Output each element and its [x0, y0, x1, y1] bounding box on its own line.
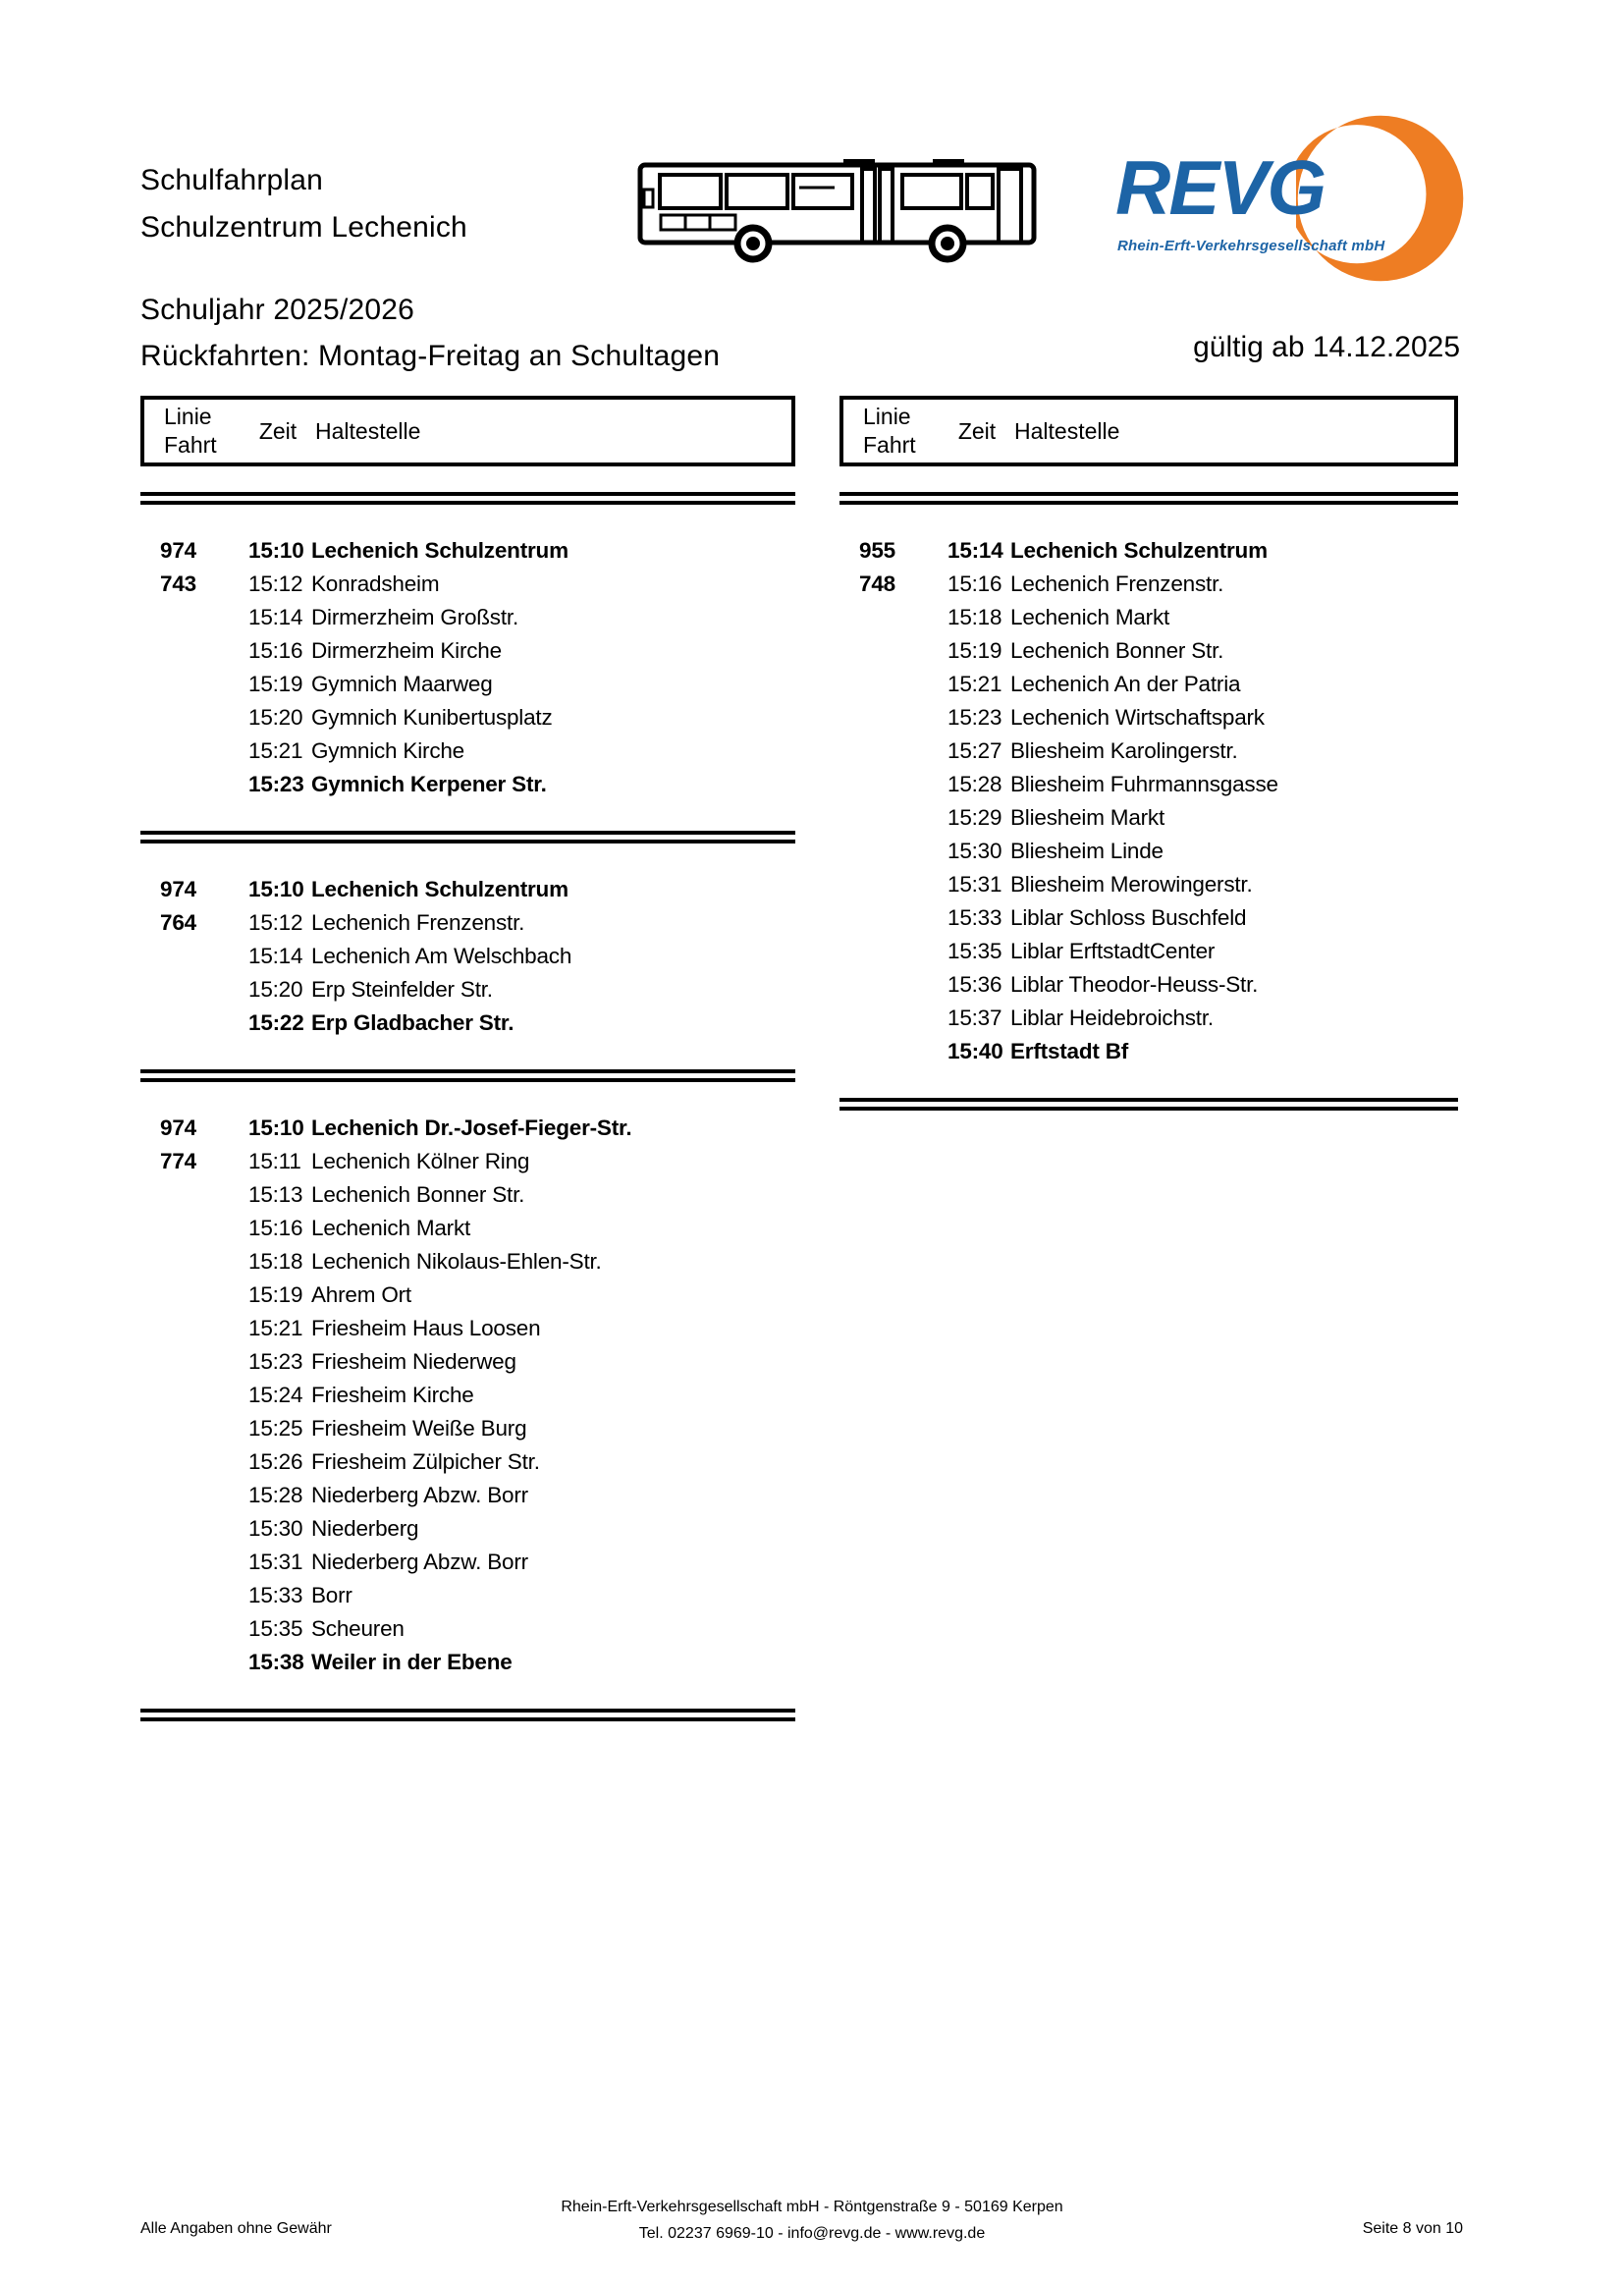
line-number	[160, 1212, 237, 1245]
timetable-row	[140, 1212, 795, 1245]
line-number	[160, 1379, 237, 1412]
line-number	[859, 901, 936, 935]
stop-name: Liblar ErftstadtCenter	[1010, 939, 1216, 963]
departure-time: 15:30	[947, 839, 1002, 863]
trip-block	[140, 873, 795, 1040]
timetable-row	[140, 1479, 795, 1512]
line-number	[160, 1312, 237, 1345]
line-number	[859, 734, 936, 768]
departure-time: 15:14	[248, 605, 303, 629]
revg-logo-tagline: Rhein-Erft-Verkehrsgesellschaft mbH	[1117, 238, 1385, 254]
timetable-row	[140, 1245, 795, 1279]
line-number	[160, 1612, 237, 1646]
document-subtitle	[140, 287, 720, 379]
column-header-box	[839, 396, 1458, 466]
departure-time: 15:16	[248, 1216, 303, 1240]
stop-name: Bliesheim Fuhrmannsgasse	[1010, 772, 1278, 796]
stop-name: Friesheim Kirche	[311, 1383, 474, 1407]
stop-name: Lechenich Markt	[1010, 605, 1170, 629]
departure-time: 15:21	[947, 672, 1002, 696]
timetable-row	[839, 835, 1458, 868]
timetable-row	[839, 768, 1458, 801]
line-number	[160, 1445, 237, 1479]
timetable-row	[839, 868, 1458, 901]
timetable-row	[140, 1178, 795, 1212]
separator-rule	[839, 492, 1458, 505]
timetable-row	[140, 634, 795, 668]
departure-time: 15:14	[947, 538, 1003, 563]
header-fahrt-label: Fahrt	[164, 432, 217, 458]
line-number	[859, 634, 936, 668]
line-number	[859, 935, 936, 968]
timetable-row	[839, 801, 1458, 835]
stop-name: Borr	[311, 1583, 352, 1607]
line-number	[160, 601, 237, 634]
stop-name: Dirmerzheim Kirche	[311, 638, 502, 663]
departure-time: 15:18	[248, 1249, 303, 1274]
header-linie-label: Linie	[164, 404, 212, 429]
trip-block	[140, 534, 795, 801]
separator-rule	[140, 831, 795, 843]
departure-time: 15:28	[947, 772, 1002, 796]
departure-time: 15:25	[248, 1416, 303, 1441]
stop-name: Liblar Theodor-Heuss-Str.	[1010, 972, 1259, 997]
stop-name: Lechenich Frenzenstr.	[311, 910, 525, 935]
stop-name: Lechenich Am Welschbach	[311, 944, 572, 968]
timetable-row	[140, 1006, 795, 1040]
stop-name: Friesheim Zülpicher Str.	[311, 1449, 540, 1474]
revg-logo-text: REVG	[1115, 144, 1326, 231]
stop-name: Ahrem Ort	[311, 1282, 411, 1307]
line-number	[160, 1279, 237, 1312]
title-line-2: Schulzentrum Lechenich	[140, 211, 467, 244]
stop-name: Friesheim Niederweg	[311, 1349, 516, 1374]
stop-name: Friesheim Haus Loosen	[311, 1316, 541, 1340]
line-number	[859, 1002, 936, 1035]
timetable-row	[140, 1112, 795, 1145]
line-number	[859, 968, 936, 1002]
timetable-row	[839, 534, 1458, 568]
stop-name: Lechenich Schulzentrum	[311, 877, 568, 901]
stop-name: Lechenich Kölner Ring	[311, 1149, 530, 1173]
stop-name: Bliesheim Linde	[1010, 839, 1164, 863]
departure-time: 15:10	[248, 1115, 304, 1140]
separator-rule	[839, 1098, 1458, 1111]
timetable-row	[839, 968, 1458, 1002]
timetable-row	[839, 1002, 1458, 1035]
line-number	[160, 634, 237, 668]
direction-line: Rückfahrten: Montag-Freitag an Schultagen	[140, 340, 721, 372]
departure-time: 15:35	[248, 1616, 303, 1641]
stop-name: Erp Steinfelder Str.	[311, 977, 493, 1002]
line-number	[160, 1412, 237, 1445]
line-number	[160, 1178, 237, 1212]
departure-time: 15:21	[248, 738, 303, 763]
stop-name: Niederberg Abzw. Borr	[311, 1483, 528, 1507]
line-number	[160, 1512, 237, 1546]
departure-time: 15:38	[248, 1650, 304, 1674]
stop-name: Gymnich Kunibertusplatz	[311, 705, 553, 730]
document-title	[140, 157, 467, 251]
line-number	[160, 1546, 237, 1579]
stop-name: Lechenich Wirtschaftspark	[1010, 705, 1265, 730]
right-column-body	[839, 492, 1458, 1111]
timetable-row	[140, 568, 795, 601]
line-number	[160, 701, 237, 734]
stop-name: Lechenich An der Patria	[1010, 672, 1241, 696]
departure-time: 15:20	[248, 977, 303, 1002]
departure-time: 15:12	[248, 571, 303, 596]
departure-time: 15:40	[947, 1039, 1003, 1063]
departure-time: 15:33	[248, 1583, 303, 1607]
line-number: 748	[859, 571, 895, 596]
departure-time: 15:31	[248, 1550, 303, 1574]
line-number	[160, 1006, 237, 1040]
departure-time: 15:14	[248, 944, 303, 968]
departure-time: 15:11	[248, 1149, 301, 1173]
timetable-row	[839, 734, 1458, 768]
departure-time: 15:19	[248, 672, 303, 696]
line-number	[859, 1035, 936, 1068]
stop-name: Bliesheim Karolingerstr.	[1010, 738, 1238, 763]
timetable-row	[839, 634, 1458, 668]
trip-block	[140, 1112, 795, 1679]
departure-time: 15:10	[248, 538, 304, 563]
header-fahrt-label: Fahrt	[863, 432, 916, 458]
stop-name: Lechenich Bonner Str.	[311, 1182, 525, 1207]
timetable-row	[140, 768, 795, 801]
line-number	[859, 668, 936, 701]
stop-name: Bliesheim Markt	[1010, 805, 1165, 830]
stop-name: Lechenich Markt	[311, 1216, 471, 1240]
stop-name: Lechenich Dr.-Josef-Fieger-Str.	[311, 1115, 632, 1140]
timetable-row	[140, 1579, 795, 1612]
header-linie-fahrt	[164, 403, 241, 460]
column-header-box	[140, 396, 795, 466]
footer-contact-line: Tel. 02237 6969-10 - info@revg.de - www.revg.de	[638, 2225, 986, 2242]
departure-time: 15:33	[947, 905, 1002, 930]
left-column-body	[140, 492, 795, 1721]
departure-time: 15:29	[947, 805, 1002, 830]
stop-name: Niederberg	[311, 1516, 419, 1541]
line-number: 974	[160, 877, 196, 901]
timetable-row	[140, 1546, 795, 1579]
departure-time: 15:36	[947, 972, 1002, 997]
footer-disclaimer: Alle Angaben ohne Gewähr	[140, 2220, 332, 2237]
line-number: 955	[859, 538, 895, 563]
departure-time: 15:31	[947, 872, 1002, 897]
stop-name: Scheuren	[311, 1616, 405, 1641]
header-haltestelle-label: Haltestelle	[315, 417, 421, 444]
line-number	[160, 1646, 237, 1679]
line-number	[160, 973, 237, 1006]
header-zeit-label: Zeit	[258, 417, 298, 444]
timetable-row	[140, 534, 795, 568]
stop-name: Lechenich Bonner Str.	[1010, 638, 1224, 663]
stop-name: Bliesheim Merowingerstr.	[1010, 872, 1253, 897]
departure-time: 15:23	[248, 772, 304, 796]
timetable-row	[140, 1312, 795, 1345]
line-number	[160, 1579, 237, 1612]
timetable-row	[140, 1345, 795, 1379]
timetable-row	[140, 1612, 795, 1646]
timetable-row	[140, 1445, 795, 1479]
timetable-row	[140, 1145, 795, 1178]
departure-time: 15:19	[248, 1282, 303, 1307]
timetable-row	[140, 940, 795, 973]
timetable-row	[140, 668, 795, 701]
timetable-row	[140, 1646, 795, 1679]
departure-time: 15:21	[248, 1316, 303, 1340]
valid-from-date: gültig ab 14.12.2025	[1193, 331, 1460, 363]
departure-time: 15:19	[947, 638, 1002, 663]
header-zeit-label: Zeit	[957, 417, 997, 444]
departure-time: 15:24	[248, 1383, 303, 1407]
stop-name: Weiler in der Ebene	[311, 1650, 513, 1674]
line-number	[859, 801, 936, 835]
departure-time: 15:18	[947, 605, 1002, 629]
stop-name: Gymnich Maarweg	[311, 672, 493, 696]
departure-time: 15:16	[947, 571, 1002, 596]
separator-rule	[140, 492, 795, 505]
footer-company-line: Rhein-Erft-Verkehrsgesellschaft mbH - Röntgenstraße 9 - 50169 Kerpen	[561, 2199, 1063, 2215]
departure-time: 15:23	[248, 1349, 303, 1374]
departure-time: 15:27	[947, 738, 1002, 763]
stop-name: Dirmerzheim Großstr.	[311, 605, 519, 629]
line-number: 764	[160, 910, 196, 935]
line-number	[859, 868, 936, 901]
timetable-row	[839, 568, 1458, 601]
line-number	[160, 768, 237, 801]
line-number	[160, 668, 237, 701]
line-number	[859, 601, 936, 634]
departure-time: 15:13	[248, 1182, 303, 1207]
line-number: 743	[160, 571, 196, 596]
header-haltestelle-label: Haltestelle	[1014, 417, 1120, 444]
timetable-row	[140, 1379, 795, 1412]
stop-name: Gymnich Kerpener Str.	[311, 772, 547, 796]
departure-time: 15:28	[248, 1483, 303, 1507]
schoolyear-line: Schuljahr 2025/2026	[140, 294, 415, 326]
departure-time: 15:30	[248, 1516, 303, 1541]
timetable-row	[140, 906, 795, 940]
revg-logo	[1110, 110, 1465, 292]
stop-name: Lechenich Frenzenstr.	[1010, 571, 1224, 596]
line-number	[160, 734, 237, 768]
stop-name: Liblar Heidebroichstr.	[1010, 1006, 1214, 1030]
timetable-row	[839, 1035, 1458, 1068]
timetable-row	[140, 734, 795, 768]
title-line-1: Schulfahrplan	[140, 164, 324, 196]
line-number: 774	[160, 1149, 196, 1173]
timetable-row	[839, 701, 1458, 734]
departure-time: 15:35	[947, 939, 1002, 963]
timetable-row	[140, 973, 795, 1006]
stop-name: Konradsheim	[311, 571, 440, 596]
stop-name: Lechenich Schulzentrum	[311, 538, 568, 563]
line-number	[859, 768, 936, 801]
timetable-row	[839, 935, 1458, 968]
header-linie-label: Linie	[863, 404, 911, 429]
stop-name: Gymnich Kirche	[311, 738, 464, 763]
line-number: 974	[160, 1115, 196, 1140]
line-number	[160, 1345, 237, 1379]
timetable-row	[140, 1279, 795, 1312]
departure-time: 15:10	[248, 877, 304, 901]
page-number: Seite 8 von 10	[1362, 2220, 1463, 2237]
stop-name: Erftstadt Bf	[1010, 1039, 1129, 1063]
line-number	[859, 701, 936, 734]
trip-block	[839, 534, 1458, 1068]
departure-time: 15:20	[248, 705, 303, 730]
timetable-row	[140, 873, 795, 906]
departure-time: 15:16	[248, 638, 303, 663]
timetable-column-right	[839, 396, 1458, 1136]
departure-time: 15:37	[947, 1006, 1002, 1030]
timetable-column-left	[140, 396, 795, 1747]
stop-name: Erp Gladbacher Str.	[311, 1010, 514, 1035]
timetable-row	[140, 601, 795, 634]
line-number: 974	[160, 538, 196, 563]
separator-rule	[140, 1069, 795, 1082]
timetable-row	[839, 601, 1458, 634]
bus-icon	[633, 152, 1041, 268]
stop-name: Niederberg Abzw. Borr	[311, 1550, 528, 1574]
separator-rule	[140, 1709, 795, 1721]
stop-name: Lechenich Schulzentrum	[1010, 538, 1268, 563]
timetable-row	[140, 1512, 795, 1546]
timetable-row	[839, 668, 1458, 701]
stop-name: Lechenich Nikolaus-Ehlen-Str.	[311, 1249, 602, 1274]
stop-name: Liblar Schloss Buschfeld	[1010, 905, 1247, 930]
timetable-row	[140, 701, 795, 734]
line-number	[859, 835, 936, 868]
departure-time: 15:22	[248, 1010, 304, 1035]
line-number	[160, 1245, 237, 1279]
timetable-row	[140, 1412, 795, 1445]
departure-time: 15:12	[248, 910, 303, 935]
line-number	[160, 940, 237, 973]
stop-name: Friesheim Weiße Burg	[311, 1416, 527, 1441]
header-linie-fahrt	[863, 403, 940, 460]
departure-time: 15:26	[248, 1449, 303, 1474]
timetable-row	[839, 901, 1458, 935]
departure-time: 15:23	[947, 705, 1002, 730]
line-number	[160, 1479, 237, 1512]
